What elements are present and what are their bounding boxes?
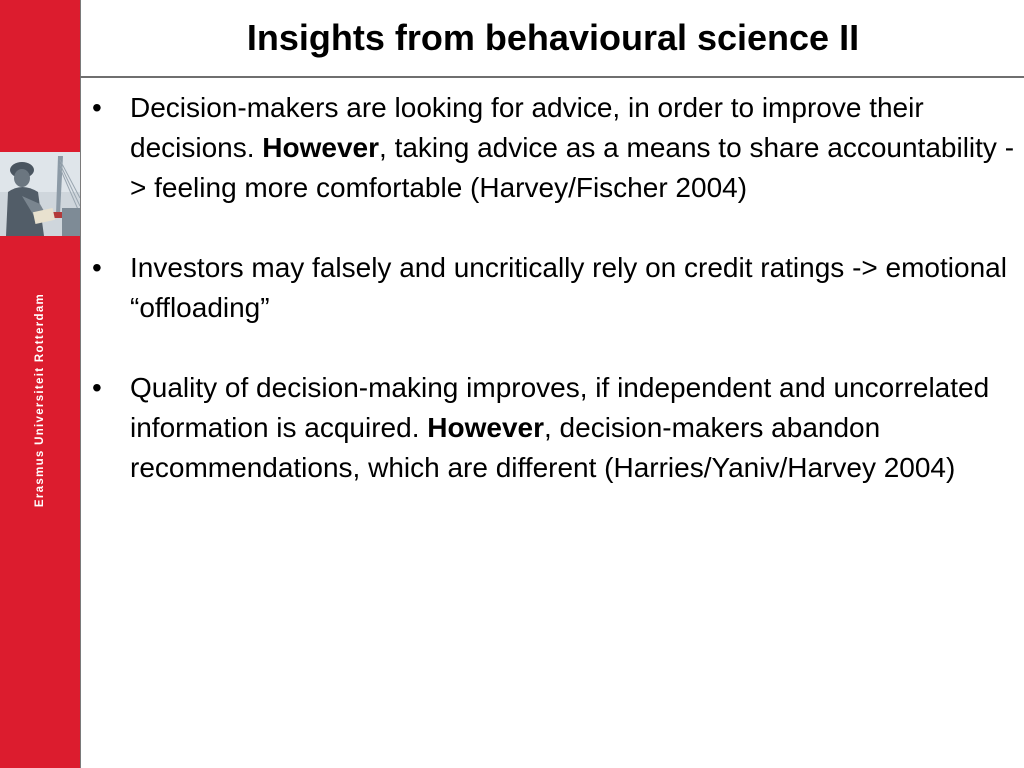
header-rule bbox=[80, 76, 1024, 78]
bullet-emphasis: However bbox=[262, 132, 380, 163]
slide-title: Insights from behavioural science II bbox=[246, 17, 860, 58]
bullet-emphasis: However bbox=[427, 412, 544, 443]
bullet-icon: • bbox=[92, 252, 102, 283]
sidebar-brand-strip bbox=[0, 0, 80, 768]
bullet-text: , decision-makers abandon recommendations, which are different (Harries/Yaniv/Harvey 2004) bbox=[130, 412, 956, 483]
sidebar-divider bbox=[80, 0, 81, 768]
bullet-icon: • bbox=[92, 372, 102, 403]
bullet-list bbox=[86, 88, 1016, 528]
bullet-text: , taking advice as a means to share accountability -> feeling more comfortable (Harvey/Fischer 2004) bbox=[130, 132, 1015, 203]
bullet-icon: • bbox=[92, 92, 102, 123]
bullet-text: Investors may falsely and uncritically rely on credit ratings -> emotional “offloading” bbox=[130, 252, 1007, 323]
bullet-item bbox=[86, 368, 1016, 488]
university-brand-label: Erasmus Universiteit Rotterdam bbox=[34, 292, 46, 508]
bullet-item bbox=[86, 248, 1016, 328]
bullet-text: Quality of decision-making improves, if independent and uncorrelated information is acquired. bbox=[130, 372, 990, 443]
bullet-text: Decision-makers are looking for advice, in order to improve their decisions. bbox=[130, 92, 924, 163]
erasmus-photo-icon bbox=[0, 152, 80, 236]
bullet-item bbox=[86, 88, 1016, 208]
